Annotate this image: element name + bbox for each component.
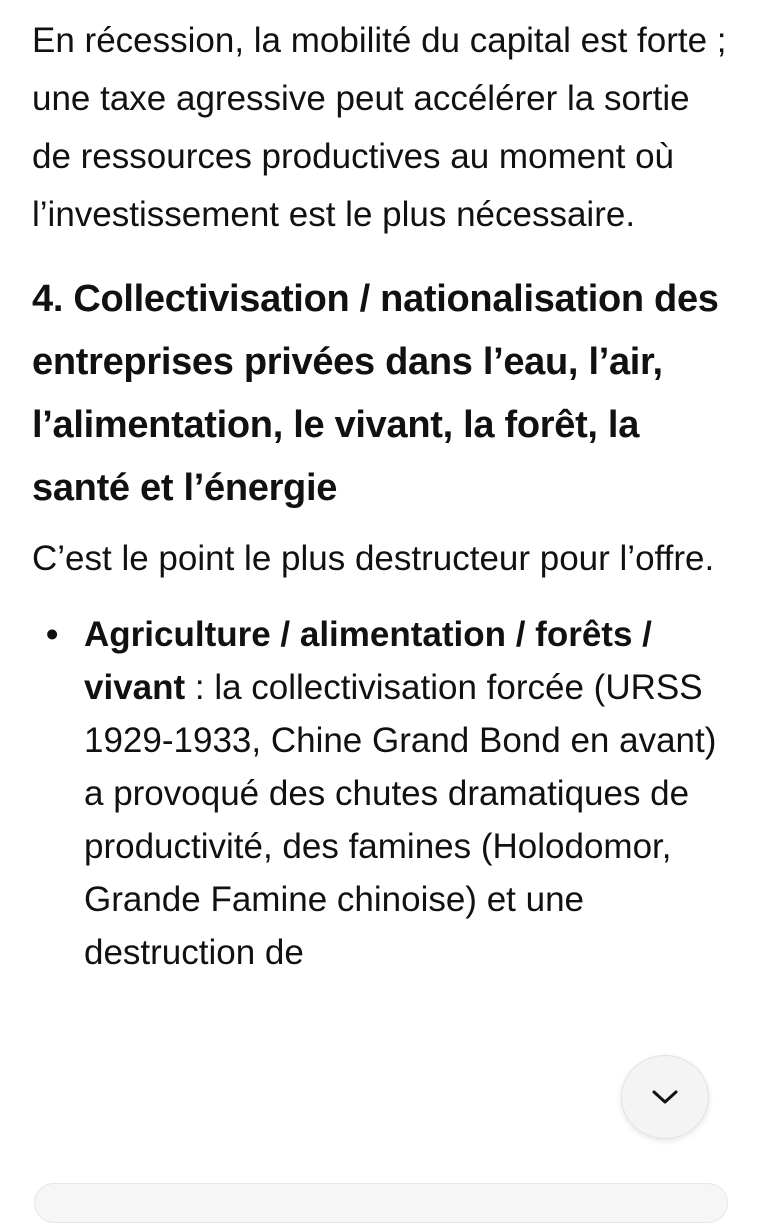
paragraph: C’est le point le plus destructeur pour l’offre. [32, 539, 715, 578]
chevron-down-icon [650, 1087, 680, 1107]
message-input-bar[interactable] [34, 1183, 728, 1223]
list-item-text: : la collectivisation forcée (URSS 1929-1933, Chine Grand Bond en avant) a provoqué des chutes dramatiques de productivité, des famines (Holodomor, Grande Famine chinoise) et une destruction de [84, 668, 717, 972]
section-heading: 4. Collectivisation / nationalisation des entreprises privées dans l’eau, l’air, l’alimentation, le vivant, la forêt, la santé et l’énergie [32, 278, 719, 509]
list-item-bold-label: Agriculture / alimentation / forêts / vivant [84, 615, 652, 707]
paragraph: En récession, la mobilité du capital est forte ; une taxe agressive peut accélérer la sortie de ressources productives au moment où l’investissement est le plus nécessaire. [32, 21, 727, 234]
bullet-marker: • [46, 615, 59, 654]
scroll-to-bottom-button[interactable] [621, 1055, 709, 1139]
bullet-list [32, 608, 732, 979]
list-item [32, 608, 732, 979]
message-content [32, 12, 732, 979]
